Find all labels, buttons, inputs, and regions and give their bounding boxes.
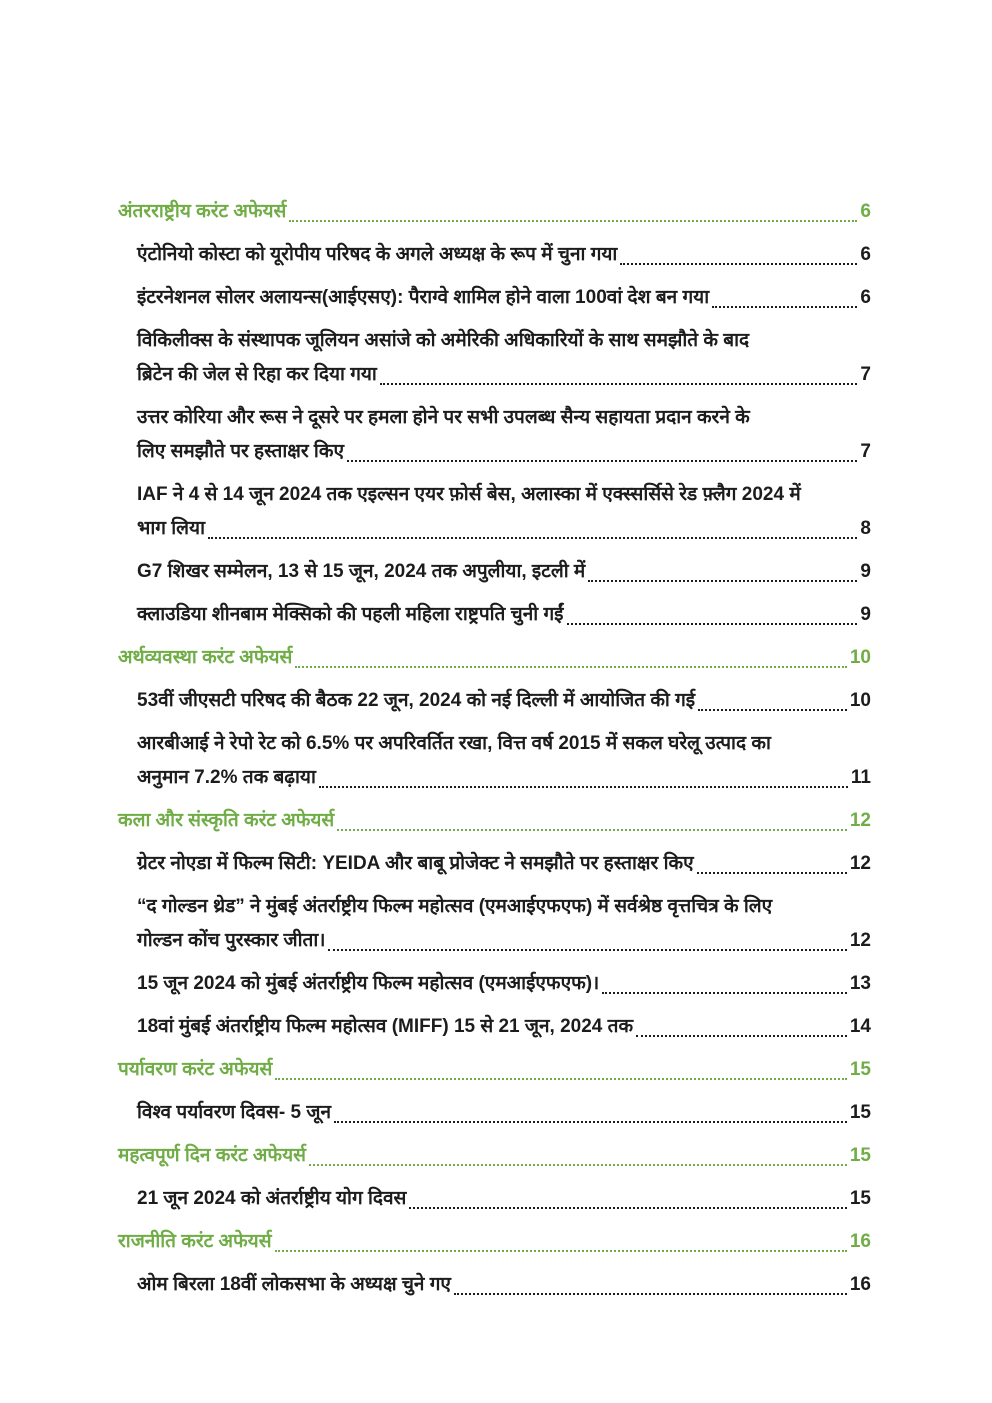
toc-section-heading[interactable] xyxy=(118,195,871,229)
toc-entry-text: विश्व पर्यावरण दिवस- 5 जून xyxy=(137,1102,331,1123)
dot-leader xyxy=(602,992,847,994)
toc-entry-text: ब्रिटेन की जेल से रिहा कर दिया गया xyxy=(137,364,377,385)
dot-leader xyxy=(636,1035,847,1037)
dot-leader xyxy=(620,263,857,265)
page-number: 15 xyxy=(849,1102,871,1123)
page-number: 16 xyxy=(849,1231,871,1252)
toc-entry-text: 53वीं जीएसटी परिषद की बैठक 22 जून, 2024 को नई दिल्ली में आयोजित की गई xyxy=(137,690,696,711)
dot-leader xyxy=(319,786,848,788)
toc-entry-text: लिए समझौते पर हस्ताक्षर किए xyxy=(137,441,344,462)
dot-leader xyxy=(208,537,857,539)
toc-item[interactable] xyxy=(118,401,871,469)
page-number: 12 xyxy=(849,930,871,951)
toc-entry-text: क्लाउडिया शीनबाम मेक्सिको की पहली महिला राष्ट्रपति चुनी गईं xyxy=(137,604,564,625)
toc-entry-text: 15 जून 2024 को मुंबई अंतर्राष्ट्रीय फिल्म महोत्सव (एमआईएफएफ)। xyxy=(137,973,600,994)
toc-item[interactable] xyxy=(118,598,871,632)
page-number: 15 xyxy=(849,1145,871,1166)
page-number: 16 xyxy=(849,1274,871,1295)
toc-item[interactable] xyxy=(118,847,871,881)
toc-section-heading[interactable] xyxy=(118,1139,871,1173)
dot-leader xyxy=(334,1121,847,1123)
page-number: 8 xyxy=(860,518,871,539)
toc-item[interactable] xyxy=(118,1096,871,1130)
page-number: 12 xyxy=(849,810,871,831)
toc-entry-text: ओम बिरला 18वीं लोकसभा के अध्यक्ष चुने गए xyxy=(137,1274,451,1295)
toc-item[interactable] xyxy=(118,890,871,958)
dot-leader xyxy=(567,623,858,625)
page-number: 15 xyxy=(849,1188,871,1209)
toc-item[interactable] xyxy=(118,555,871,589)
toc-entry-text: G7 शिखर सम्मेलन, 13 से 15 जून, 2024 तक अपुलीया, इटली में xyxy=(137,561,586,582)
toc-item[interactable] xyxy=(118,967,871,1001)
dot-leader xyxy=(347,460,857,462)
toc-item[interactable] xyxy=(118,684,871,718)
dot-leader xyxy=(295,666,847,668)
page-number: 10 xyxy=(849,647,871,668)
toc-entry-text: पर्यावरण करंट अफेयर्स xyxy=(118,1059,273,1080)
toc-item[interactable] xyxy=(118,478,871,546)
toc-item[interactable] xyxy=(118,727,871,795)
page-number: 15 xyxy=(849,1059,871,1080)
toc-entry-text-line: IAF ने 4 से 14 जून 2024 तक एइल्सन एयर फ़ोर्स बेस, अलास्का में एक्स्सर्सिसे रेड फ़्लैग 2024 में xyxy=(137,484,801,505)
toc-entry-text: 18वां मुंबई अंतर्राष्ट्रीय फिल्म महोत्सव (MIFF) 15 से 21 जून, 2024 तक xyxy=(137,1016,634,1037)
toc-item[interactable] xyxy=(118,1182,871,1216)
page-number: 9 xyxy=(860,604,871,625)
page-number: 7 xyxy=(860,441,871,462)
toc-entry-text: 21 जून 2024 को अंतर्राष्ट्रीय योग दिवस xyxy=(137,1188,407,1209)
toc-entry-text: अनुमान 7.2% तक बढ़ाया xyxy=(137,767,316,788)
toc-entry-text-line: आरबीआई ने रेपो रेट को 6.5% पर अपरिवर्तित रखा, वित्त वर्ष 2015 में सकल घरेलू उत्पाद का xyxy=(137,733,771,754)
dot-leader xyxy=(309,1164,847,1166)
page-number: 10 xyxy=(849,690,871,711)
page-number: 6 xyxy=(860,201,871,222)
toc-section-heading[interactable] xyxy=(118,1053,871,1087)
toc-entry-text: अर्थव्यवस्था करंट अफेयर्स xyxy=(118,647,293,668)
dot-leader xyxy=(275,1078,847,1080)
toc-entry-text-line: “द गोल्डन थ्रेड” ने मुंबई अंतर्राष्ट्रीय फिल्म महोत्सव (एमआईएफएफ) में सर्वश्रेष्ठ वृत्तचित्र के लिए xyxy=(137,896,773,917)
toc-section-heading[interactable] xyxy=(118,1225,871,1259)
toc-item[interactable] xyxy=(118,324,871,392)
toc-item[interactable] xyxy=(118,1010,871,1044)
dot-leader xyxy=(337,829,847,831)
toc-entry-text-line: विकिलीक्स के संस्थापक जूलियन असांजे को अमेरिकी अधिकारियों के साथ समझौते के बाद xyxy=(137,330,750,351)
dot-leader xyxy=(409,1207,846,1209)
dot-leader xyxy=(328,949,846,951)
page-number: 9 xyxy=(860,561,871,582)
toc-entry-text: गोल्डन कोंच पुरस्कार जीता। xyxy=(137,930,326,951)
dot-leader xyxy=(712,306,857,308)
toc-entry-text: ग्रेटर नोएडा में फिल्म सिटी: YEIDA और बाबू प्रोजेक्ट ने समझौते पर हस्ताक्षर किए xyxy=(137,853,694,874)
toc-entry-text: इंटरनेशनल सोलर अलायन्स(आईएसए): पैराग्वे शामिल होने वाला 100वां देश बन गया xyxy=(137,287,710,308)
dot-leader xyxy=(698,709,847,711)
toc-section-heading[interactable] xyxy=(118,804,871,838)
toc-entry-text: अंतरराष्ट्रीय करंट अफेयर्स xyxy=(118,201,287,222)
page-number: 6 xyxy=(860,244,871,265)
toc-item[interactable] xyxy=(118,1268,871,1302)
dot-leader xyxy=(454,1293,847,1295)
toc-entry-text: एंटोनियो कोस्टा को यूरोपीय परिषद के अगले अध्यक्ष के रूप में चुना गया xyxy=(137,244,618,265)
dot-leader xyxy=(380,383,858,385)
toc-entry-text: भाग लिया xyxy=(137,518,205,539)
toc-entry-text-line: उत्तर कोरिया और रूस ने दूसरे पर हमला होने पर सभी उपलब्ध सैन्य सहायता प्रदान करने के xyxy=(137,407,750,428)
toc-entry-text: राजनीति करंट अफेयर्स xyxy=(118,1231,272,1252)
page-number: 14 xyxy=(849,1016,871,1037)
page-number: 6 xyxy=(860,287,871,308)
toc-item[interactable] xyxy=(118,281,871,315)
dot-leader xyxy=(275,1250,847,1252)
toc-entry-text: महत्वपूर्ण दिन करंट अफेयर्स xyxy=(118,1145,306,1166)
dot-leader xyxy=(697,872,847,874)
page-number: 12 xyxy=(849,853,871,874)
page-number: 13 xyxy=(849,973,871,994)
page-number: 11 xyxy=(850,767,871,788)
dot-leader xyxy=(588,580,857,582)
page-number: 7 xyxy=(860,364,871,385)
toc-entry-text: कला और संस्कृति करंट अफेयर्स xyxy=(118,810,335,831)
dot-leader xyxy=(289,220,857,222)
toc-item[interactable] xyxy=(118,238,871,272)
toc-section-heading[interactable] xyxy=(118,641,871,675)
